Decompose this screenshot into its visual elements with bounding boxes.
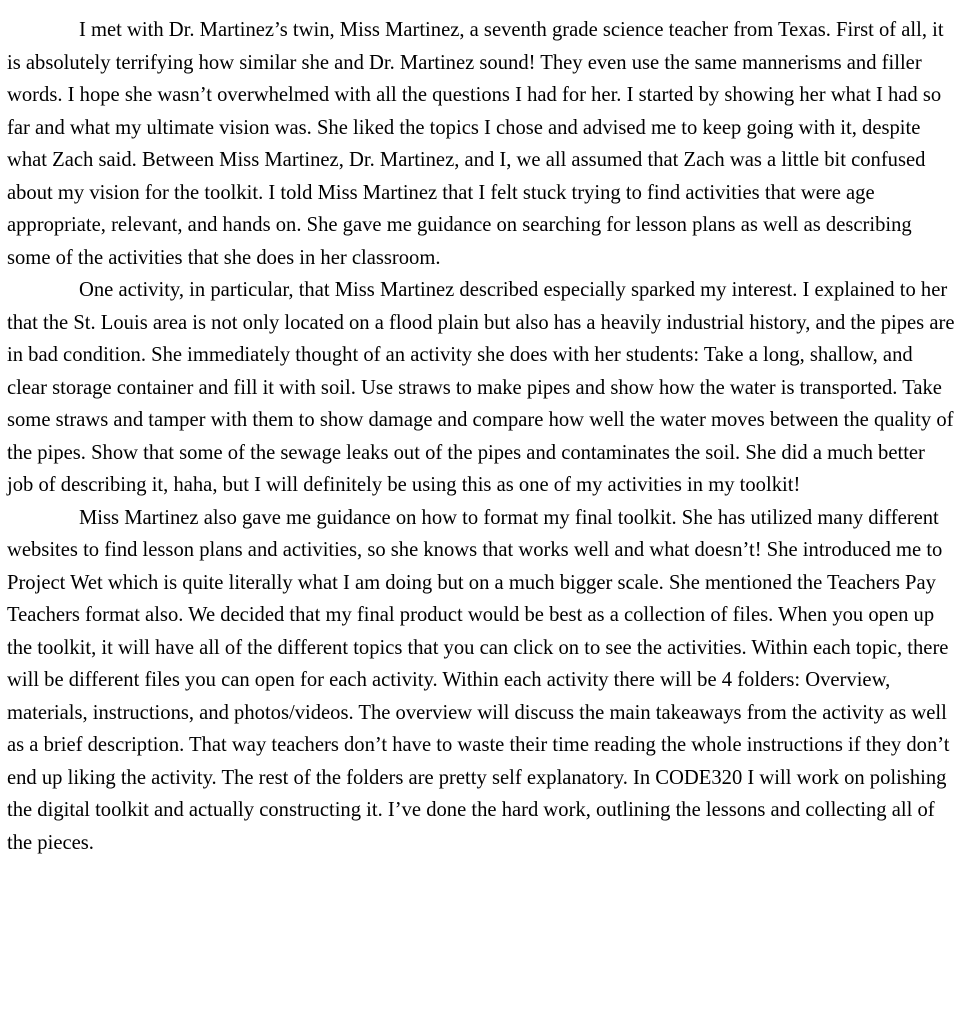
paragraph-pipe-activity: One activity, in particular, that Miss Martinez described especially sparked my interest. I explained to her that the St. Louis area is not only located on a flood plain but also has a heavily industrial history, and the pipes are in bad condition. She immediately thought of an activity she does with her students: Take a long, shallow, and clear storage container and fill it with soil. Use straws to make pipes and show how the water is transported. Take some straws and tamper with them to show damage and compare how well the water moves between the quality of the pipes. Show that some of the sewage leaks out of the pipes and contaminates the soil. She did a much better job of describing it, haha, but I will definitely be using this as one of my activities in my toolkit! bbox=[7, 279, 955, 496]
paragraph-meeting-summary: I met with Dr. Martinez’s twin, Miss Martinez, a seventh grade science teacher from Texas. First of all, it is absolutely terrifying how similar she and Dr. Martinez sound! They even use the same mannerisms and filler words. I hope she wasn’t overwhelmed with all the questions I had for her. I started by showing her what I had so far and what my ultimate vision was. She liked the topics I chose and advised me to keep going with it, despite what Zach said. Between Miss Martinez, Dr. Martinez, and I, we all assumed that Zach was a little bit confused about my vision for the toolkit. I told Miss Martinez that I felt stuck trying to find activities that were age appropriate, relevant, and hands on. She gave me guidance on searching for lesson plans as well as describing some of the activities that she does in her classroom. bbox=[7, 19, 944, 269]
paragraph-toolkit-format: Miss Martinez also gave me guidance on how to format my final toolkit. She has utilized many different websites to find lesson plans and activities, so she knows that works well and what doesn’t! She introduced me to Project Wet which is quite literally what I am doing but on a much bigger scale. She mentioned the Teachers Pay Teachers format also. We decided that my final product would be best as a collection of files. When you open up the toolkit, it will have all of the different topics that you can click on to see the activities. Within each topic, there will be different files you can open for each activity. Within each activity there will be 4 folders: Overview, materials, instructions, and photos/videos. The overview will discuss the main takeaways from the activity as well as a brief description. That way teachers don’t have to waste their time reading the whole instructions if they don’t end up liking the activity. The rest of the folders are pretty self explanatory. In CODE320 I will work on polishing the digital toolkit and actually constructing it. I’ve done the hard work, outlining the lessons and collecting all of the pieces. bbox=[7, 506, 950, 854]
